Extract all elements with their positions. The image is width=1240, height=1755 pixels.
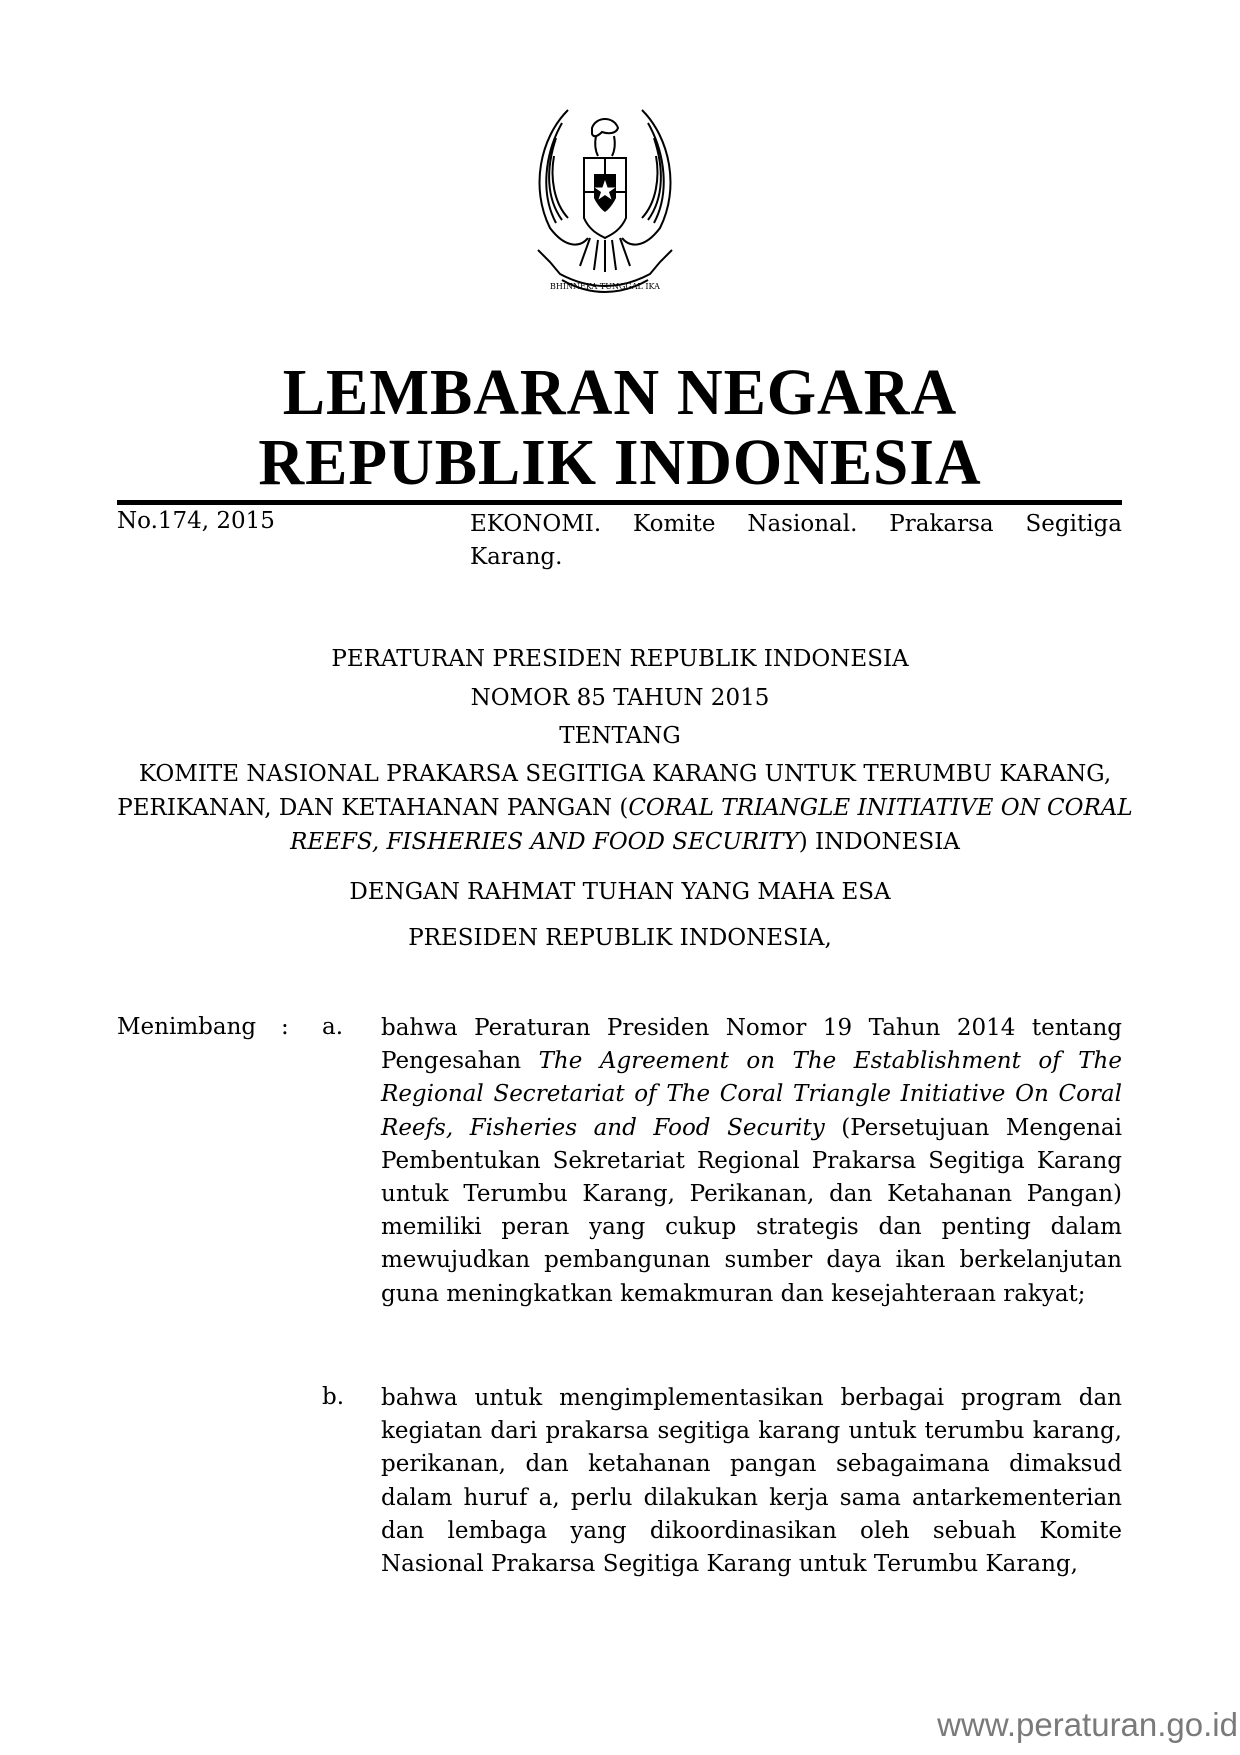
title-part-1: KOMITE NASIONAL PRAKARSA SEGITIGA KARANG UNTUK TERUMBU KARANG, PERIKANAN, DAN KETAHANAN PANGAN (	[117, 761, 1112, 821]
title-italic: CORAL TRIANGLE INITIATIVE ON CORAL REEFS, FISHERIES AND FOOD SECURITY	[290, 795, 1133, 855]
masthead-line-2: REPUBLIK INDONESIA	[258, 426, 982, 499]
masthead-line-1: LEMBARAN NEGARA	[282, 356, 958, 429]
item-b-text: bahwa untuk mengimplementasikan berbagai program dan kegiatan dari prakarsa segitiga karang untuk terumbu karang, perikanan, dan ketahanan pangan sebagaimana dimaksud dalam huruf a, perlu dilakukan kerja sama antarkementerian dan lembaga yang dikoordinasikan oleh sebuah Komite Nasional Prakarsa Segitiga Karang untuk Terumbu Karang,	[381, 1385, 1122, 1578]
item-a-text	[381, 1012, 1122, 1311]
item-a-part-1: bahwa Peraturan Presiden Nomor 19 Tahun 2014 tentang Pengesahan	[381, 1015, 1122, 1075]
emblem-motto: BHINNEKA TUNGGAL IKA	[550, 282, 660, 291]
regulation-title	[110, 757, 1140, 859]
regulation-about: TENTANG	[559, 723, 681, 749]
gazette-description: EKONOMI. Komite Nasional. Prakarsa Segitiga Karang.	[470, 511, 1122, 570]
regulation-number: NOMOR 85 TAHUN 2015	[470, 685, 770, 711]
item-a-letter: a.	[322, 1014, 344, 1040]
considerations-colon: :	[281, 1014, 289, 1040]
title-part-2: ) INDONESIA	[798, 829, 960, 855]
regulation-type: PERATURAN PRESIDEN REPUBLIK INDONESIA	[331, 646, 909, 672]
footer-website-link[interactable]: www.peraturan.go.id	[937, 1706, 1238, 1743]
grace-line: DENGAN RAHMAT TUHAN YANG MAHA ESA	[349, 879, 891, 905]
gazette-number: No.174, 2015	[117, 508, 275, 534]
garuda-emblem-icon	[510, 98, 700, 308]
considerations-label: Menimbang	[117, 1014, 257, 1040]
president-line: PRESIDEN REPUBLIK INDONESIA,	[408, 925, 832, 951]
item-b-letter: b.	[322, 1384, 345, 1410]
item-a-part-2: (Persetujuan Mengenai Pembentukan Sekretariat Regional Prakarsa Segitiga Karang untuk Terumbu Karang, Perikanan, dan Ketahanan Pangan) memiliki peran yang cukup strategis dan penting dalam mewujudkan pembangunan sumber daya ikan berkelanjutan guna meningkatkan kemakmuran dan kesejahteraan rakyat;	[381, 1114, 1123, 1307]
masthead-divider	[117, 500, 1122, 505]
item-a-italic: The Agreement on The Establishment of The Regional Secretariat of The Coral Triangle Initiative On Coral Reefs, Fisheries and Food Security	[381, 1048, 1122, 1141]
